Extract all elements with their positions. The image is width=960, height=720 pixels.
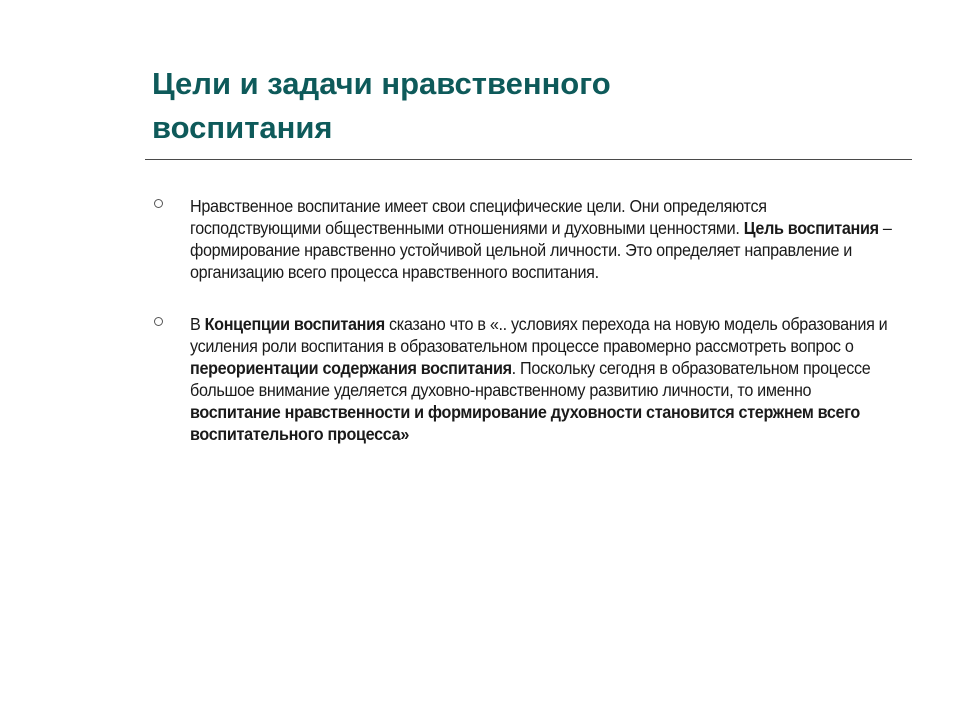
circle-bullet-icon xyxy=(154,199,163,208)
bullet1-bold-a: Цель воспитания xyxy=(743,218,879,238)
bullet-item-1 xyxy=(150,195,892,283)
bullet2-text-a: В xyxy=(190,314,205,334)
title-line-1: Цели и задачи нравственного xyxy=(152,66,611,101)
slide-title xyxy=(152,62,872,150)
bullet2-bold-c: воспитание нравственности и формирование духовности становится стержнем всего воспитательного процесса» xyxy=(190,402,860,444)
bullet-item-2 xyxy=(150,313,888,445)
bullet-text-2 xyxy=(190,313,897,445)
title-line-2: воспитания xyxy=(152,110,333,145)
bullet2-text-b: сказано что в «.. условиях перехода на новую модель образования и усиления роли воспитания в образовательном процессе правомерно рассмотреть вопрос о xyxy=(190,314,888,356)
bullet2-bold-b: переориентации содержания воспитания xyxy=(190,358,512,378)
bullet1-text-a: Нравственное воспитание имеет свои специфические цели. Они определяются господствующими общественными отношениями и духовными ценностями. xyxy=(190,196,767,238)
title-divider xyxy=(145,159,912,160)
circle-bullet-icon xyxy=(154,317,163,326)
bullet2-text-c: . Поскольку сегодня в образовательном процессе большое внимание уделяется духовно-нравственному развитию личности, то именно xyxy=(190,358,871,400)
bullet2-bold-a: Концепции воспитания xyxy=(204,314,385,334)
bullet1-text-b: – формирование нравственно устойчивой цельной личности. Это определяет направление и организацию всего процесса нравственного воспитания. xyxy=(190,218,892,282)
bullet-list xyxy=(150,195,892,445)
bullet-text-1 xyxy=(190,195,897,283)
